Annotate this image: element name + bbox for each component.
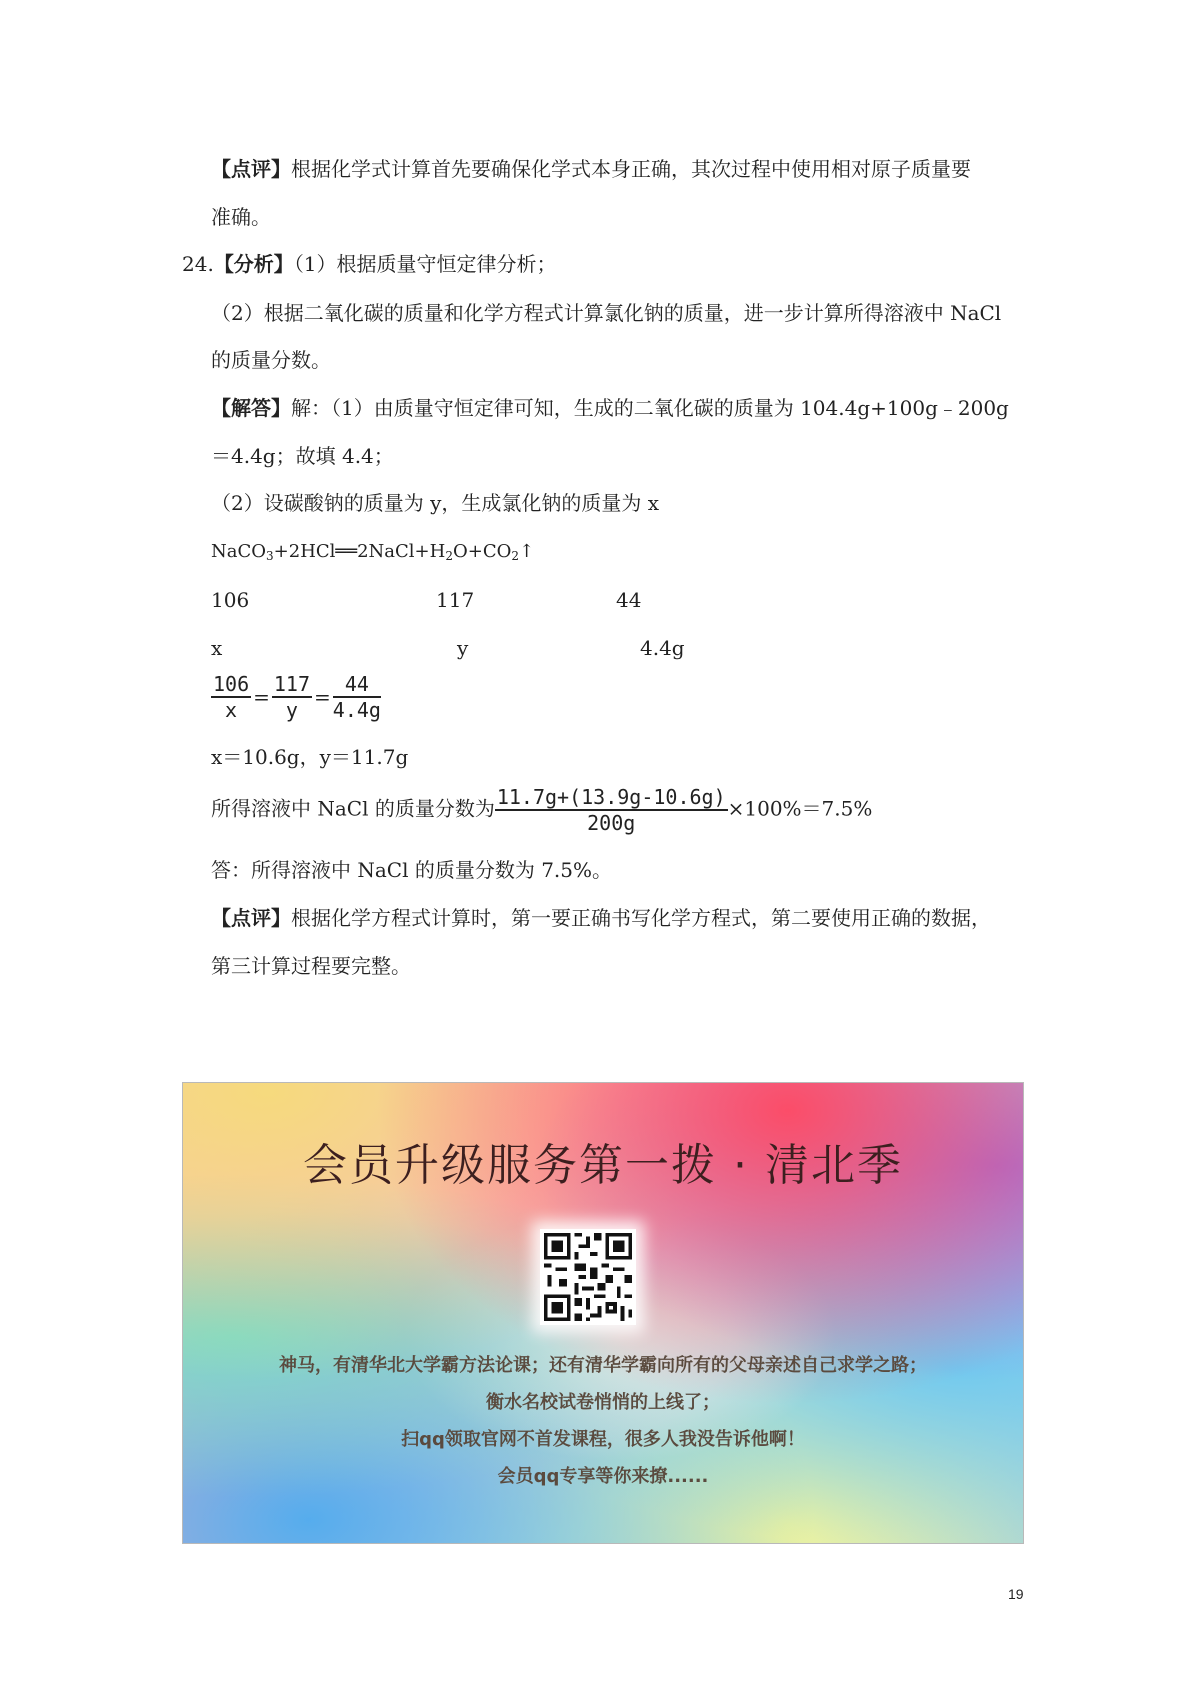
mass-fraction-suffix: ×100%＝7.5% [727,796,873,821]
promo-banner[interactable] [182,1082,1024,1544]
banner-line-1: 神马，有清华北大学霸方法论课；还有清华学霸向所有的父母亲述自己求学之路； [279,1355,927,1376]
comment-text-2: 准确。 [211,205,271,229]
equation-part-1: NaCO [211,541,267,562]
answer-line-2 [211,491,659,515]
analysis-text-1: （1）根据质量守恒定律分析； [293,252,557,276]
answer-line-1b [211,444,394,468]
answer-tag: 【解答】 [211,396,291,420]
question-number: 24. [182,252,214,276]
ratio-den-2: y [285,698,298,722]
mass-117: 117 [436,588,475,612]
analysis-tag: 【分析】 [213,252,294,276]
answer-text-2: （2）设碳酸钠的质量为 y，生成氯化钠的质量为 x [211,491,660,515]
comment-line-1 [211,157,971,181]
page-number: 19 [1008,1586,1024,1602]
ratio-equation [211,672,381,722]
equation-part-3: O+CO [452,541,512,562]
banner-line-3: 扫qq领取官网不首发课程，很多人我没告诉他啊！ [401,1429,805,1450]
comment-text-3: 根据化学方程式计算时，第一要正确书写化学方程式，第二要使用正确的数据， [291,906,991,930]
equation-part-2: +2HCl══2NaCl+H [273,541,446,562]
equation-sub-3: 2 [511,549,519,563]
mass-fraction-num: 11.7g+(13.9g-10.6g) [496,785,726,809]
mass-106: 106 [211,588,250,612]
comment-line-2 [211,205,271,229]
ratio-den-1: x [225,698,238,722]
ratio-equals-2: = [314,685,331,709]
unknown-x: x [211,636,223,660]
banner-title: 会员升级服务第一拨 · 清北季 [303,1140,903,1191]
mass-fraction-line [211,785,872,835]
comment-text-1: 根据化学式计算首先要确保化学式本身正确，其次过程中使用相对原子质量要 [291,157,971,181]
ratio-num-2: 117 [273,672,311,696]
result-line: x＝10.6g，y＝11.7g [211,745,409,769]
ratio-num-1: 106 [213,672,250,696]
ratio-fraction-1 [211,672,251,722]
ratio-fraction-2 [272,672,312,722]
equation-sub-1: 3 [266,549,274,563]
ratio-num-3: 44 [333,672,381,698]
answer-line-1a [211,396,1009,420]
chemical-equation [211,540,534,568]
equation-sub-2: 2 [445,549,453,563]
analysis-line-2a [211,301,1001,325]
answer-text-1b: ＝4.4g；故填 4.4； [211,444,394,468]
ratio-den-3: 4.4g [332,698,381,722]
analysis-text-2a: （2）根据二氧化碳的质量和化学方程式计算氯化钠的质量，进一步计算所得溶液中 NaCl [211,301,1002,325]
comment-line-4 [211,954,411,978]
unknown-y: y [457,636,469,660]
banner-line-4: 会员qq专享等你来撩...... [497,1466,709,1487]
qr-code-icon[interactable] [540,1229,636,1325]
comment-tag-2: 【点评】 [211,906,291,930]
mass-fraction-den: 200g [587,811,636,835]
ratio-equals-1: = [253,685,270,709]
answer-text-1a: 解：（1）由质量守恒定律可知，生成的二氧化碳的质量为 104.4g+100g﹣200g [291,396,1009,420]
comment-tag: 【点评】 [211,157,291,181]
banner-line-2: 衡水名校试卷悄悄的上线了； [486,1392,720,1413]
mass-44: 44 [616,588,642,612]
comment-line-3 [211,906,991,930]
final-answer: 答：所得溶液中 NaCl 的质量分数为 7.5%。 [211,858,613,882]
comment-text-4: 第三计算过程要完整。 [211,954,411,978]
equation-arrow: ↑ [519,541,535,562]
analysis-line-2b [211,348,331,372]
known-co2: 4.4g [640,636,685,660]
analysis-text-2b: 的质量分数。 [211,348,331,372]
q24-analysis-line [182,252,557,276]
mass-fraction-prefix: 所得溶液中 NaCl 的质量分数为 [211,796,495,821]
mass-fraction [495,785,728,835]
ratio-fraction-3 [333,672,381,722]
